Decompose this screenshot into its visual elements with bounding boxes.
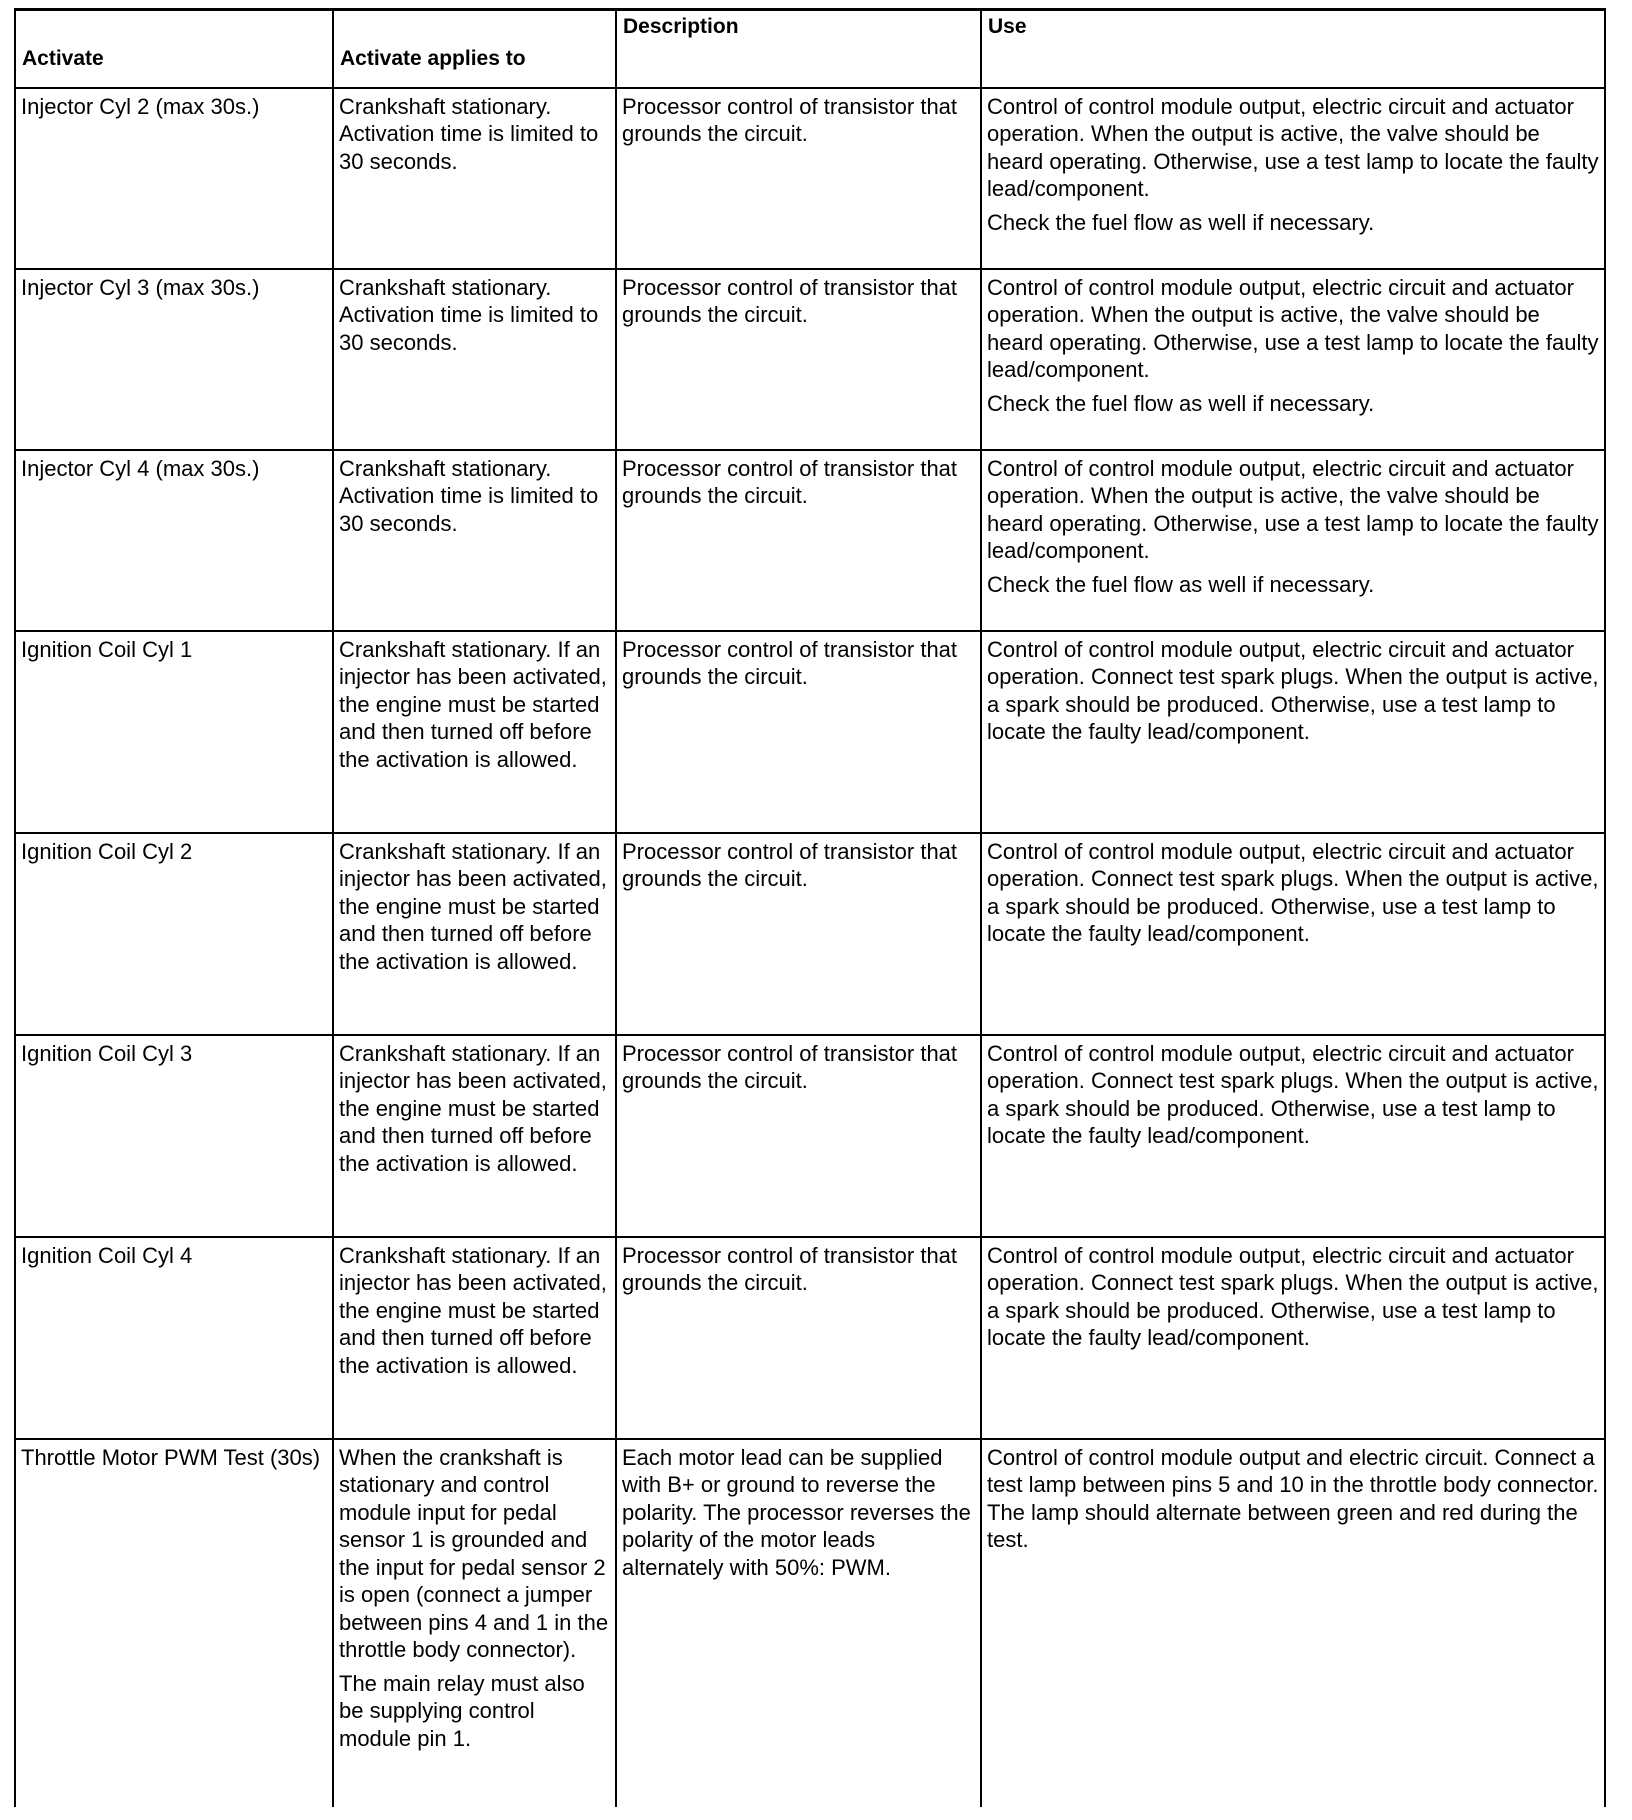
table-row [15,1237,1605,1439]
cell-use [981,88,1605,269]
cell-activate: Injector Cyl 2 (max 30s.) [15,88,333,269]
cell-applies-to [333,450,616,631]
cell-activate: Ignition Coil Cyl 2 [15,833,333,1035]
cell-use [981,631,1605,833]
cell-activate: Ignition Coil Cyl 4 [15,1237,333,1439]
cell-text: Control of control module output, electric circuit and actuator operation. When the output is active, the valve should be heard operating. Otherwise, use a test lamp to locate the faulty lead/component. [987,455,1599,563]
header-use: Use [981,10,1605,88]
cell-text: Check the fuel flow as well if necessary. [987,209,1375,235]
cell-applies-to [333,1237,616,1439]
cell-description [616,1237,981,1439]
cell-use [981,450,1605,631]
cell-text: Crankshaft stationary. If an injector has been activated, the engine must be started and then turned off before the activation is allowed. [339,838,607,974]
table-row [15,1035,1605,1237]
cell-activate: Throttle Motor PWM Test (30s) [15,1439,333,1807]
cell-activate: Ignition Coil Cyl 3 [15,1035,333,1237]
cell-text: Crankshaft stationary. Activation time is limited to 30 seconds. [339,274,599,355]
cell-text: Control of control module output and electric circuit. Connect a test lamp between pins 5 and 10 in the throttle body connector. The lamp should alternate between green and red during the test. [987,1444,1599,1552]
cell-description [616,88,981,269]
cell-use [981,833,1605,1035]
header-activate: Activate [15,10,333,88]
header-row [15,10,1605,88]
cell-activate: Ignition Coil Cyl 1 [15,631,333,833]
table-row [15,631,1605,833]
cell-use [981,269,1605,450]
activation-table [14,8,1606,1807]
cell-text: Check the fuel flow as well if necessary. [987,571,1375,597]
cell-description [616,1439,981,1807]
cell-text: Processor control of transistor that grounds the circuit. [622,93,958,146]
header-activate-applies-to: Activate applies to [333,10,616,88]
cell-description [616,450,981,631]
cell-text: Processor control of transistor that grounds the circuit. [622,274,958,327]
cell-text: Control of control module output, electric circuit and actuator operation. Connect test spark plugs. When the output is active, a spark should be produced. Otherwise, use a test lamp to locate the faulty lead/component. [987,838,1599,946]
cell-text: Crankshaft stationary. If an injector has been activated, the engine must be started and then turned off before the activation is allowed. [339,1040,607,1176]
cell-text: Control of control module output, electric circuit and actuator operation. Connect test spark plugs. When the output is active, a spark should be produced. Otherwise, use a test lamp to locate the faulty lead/component. [987,636,1599,744]
table-row [15,88,1605,269]
cell-text: Processor control of transistor that grounds the circuit. [622,636,958,689]
cell-use [981,1035,1605,1237]
header-description: Description [616,10,981,88]
cell-use [981,1439,1605,1807]
cell-applies-to [333,269,616,450]
cell-use [981,1237,1605,1439]
cell-text: Processor control of transistor that grounds the circuit. [622,1040,958,1093]
table-row [15,269,1605,450]
cell-description [616,833,981,1035]
table-row [15,450,1605,631]
cell-activate: Injector Cyl 3 (max 30s.) [15,269,333,450]
cell-text: Each motor lead can be supplied with B+ or ground to reverse the polarity. The processor reverses the polarity of the motor leads alternately with 50%: PWM. [622,1444,971,1580]
cell-text: Processor control of transistor that grounds the circuit. [622,1242,958,1295]
cell-applies-to [333,631,616,833]
cell-text: Control of control module output, electric circuit and actuator operation. Connect test spark plugs. When the output is active, a spark should be produced. Otherwise, use a test lamp to locate the faulty lead/component. [987,1040,1599,1148]
cell-applies-to [333,1035,616,1237]
cell-description [616,1035,981,1237]
cell-text: Processor control of transistor that grounds the circuit. [622,455,958,508]
cell-text: Processor control of transistor that grounds the circuit. [622,838,958,891]
cell-text: Control of control module output, electric circuit and actuator operation. Connect test spark plugs. When the output is active, a spark should be produced. Otherwise, use a test lamp to locate the faulty lead/component. [987,1242,1599,1350]
cell-text: When the crankshaft is stationary and control module input for pedal sensor 1 is grounded and the input for pedal sensor 2 is open (connect a jumper between pins 4 and 1 in the throttle body connector). [339,1444,609,1662]
cell-applies-to [333,1439,616,1807]
cell-applies-to [333,88,616,269]
table-row [15,833,1605,1035]
table-row [15,1439,1605,1807]
cell-applies-to [333,833,616,1035]
cell-text: Control of control module output, electric circuit and actuator operation. When the output is active, the valve should be heard operating. Otherwise, use a test lamp to locate the faulty lead/component. [987,93,1599,201]
cell-text: Crankshaft stationary. Activation time is limited to 30 seconds. [339,455,599,536]
cell-activate: Injector Cyl 4 (max 30s.) [15,450,333,631]
cell-text: Control of control module output, electric circuit and actuator operation. When the output is active, the valve should be heard operating. Otherwise, use a test lamp to locate the faulty lead/component. [987,274,1599,382]
cell-text: Crankshaft stationary. If an injector has been activated, the engine must be started and then turned off before the activation is allowed. [339,1242,607,1378]
cell-text: Crankshaft stationary. If an injector has been activated, the engine must be started and then turned off before the activation is allowed. [339,636,607,772]
cell-description [616,269,981,450]
cell-text: Check the fuel flow as well if necessary. [987,390,1375,416]
cell-text: Crankshaft stationary. Activation time is limited to 30 seconds. [339,93,599,174]
cell-text: The main relay must also be supplying control module pin 1. [339,1670,585,1751]
cell-description [616,631,981,833]
